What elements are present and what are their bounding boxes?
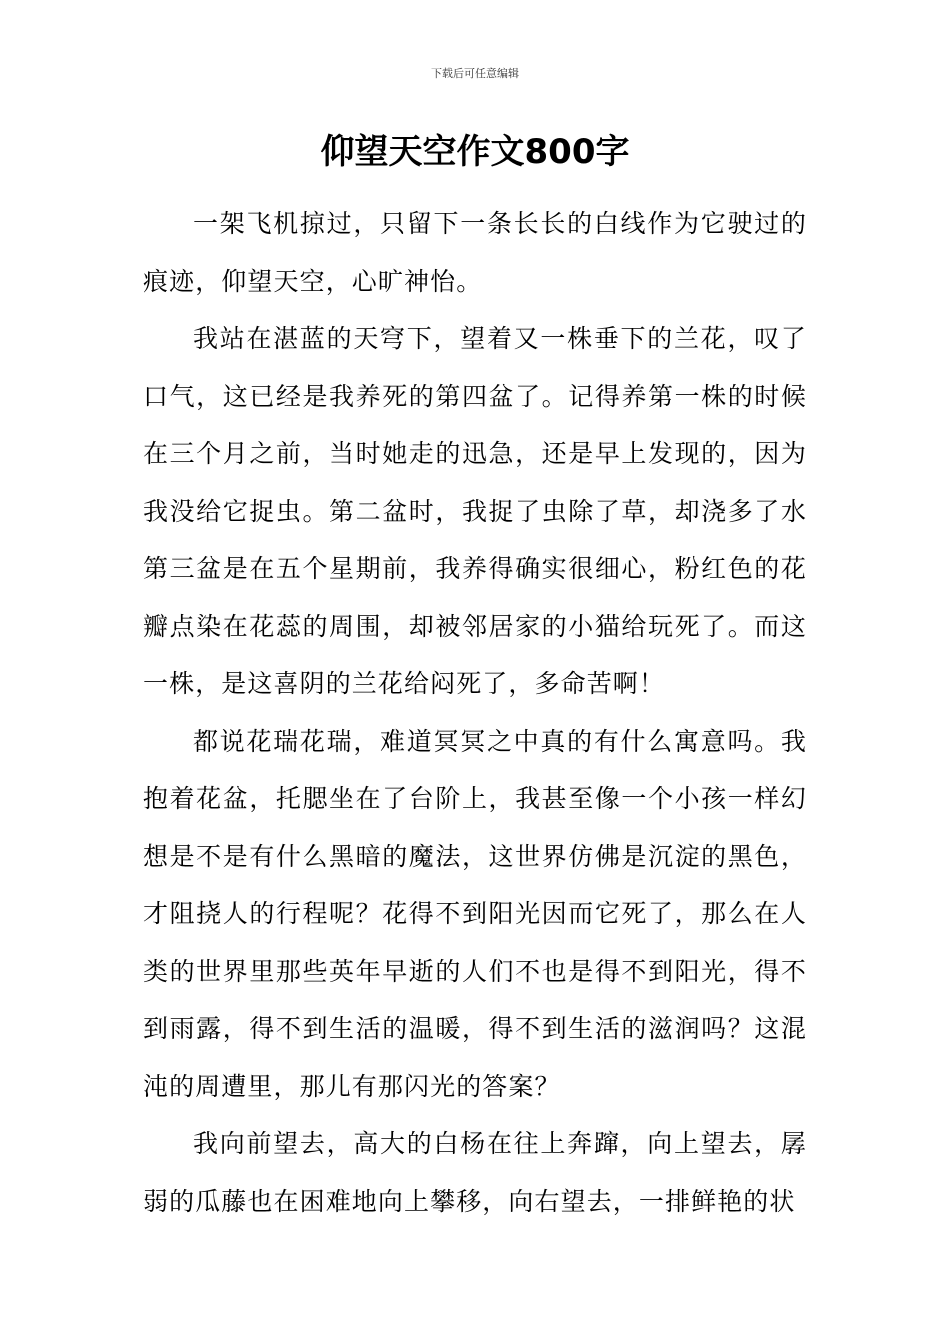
paragraph-1: 一架飞机掠过，只留下一条长长的白线作为它驶过的痕迹，仰望天空，心旷神怡。 [143, 209, 807, 296]
essay-body [143, 195, 807, 1230]
header-note: 下载后可任意编辑 [431, 67, 519, 80]
paragraph-4: 我向前望去，高大的白杨在往上奔蹿，向上望去，孱弱的瓜藤也在困难地向上攀移，向右望去，一排鲜艳的状 [143, 1129, 807, 1216]
paragraph-3: 都说花瑞花瑞，难道冥冥之中真的有什么寓意吗。我抱着花盆，托腮坐在了台阶上，我甚至像一个小孩一样幻想是不是有什么黑暗的魔法，这世界仿佛是沉淀的黑色，才阻挠人的行程呢？花得不到阳光因而它死了，那么在人类的世界里那些英年早逝的人们不也是得不到阳光，得不到雨露，得不到生活的温暖，得不到生活的滋润吗？这混沌的周遭里，那儿有那闪光的答案？ [143, 726, 807, 1101]
document-title: 仰望天空作文800字 [320, 132, 630, 172]
paragraph-2: 我站在湛蓝的天穹下，望着又一株垂下的兰花，叹了口气，这已经是我养死的第四盆了。记得养第一株的时候在三个月之前，当时她走的迅急，还是早上发现的，因为我没给它捉虫。第二盆时，我捉了虫除了草，却浇多了水第三盆是在五个星期前，我养得确实很细心，粉红色的花瓣点染在花蕊的周围，却被邻居家的小猫给玩死了。而这一株，是这喜阴的兰花给闷死了，多命苦啊！ [143, 324, 807, 698]
